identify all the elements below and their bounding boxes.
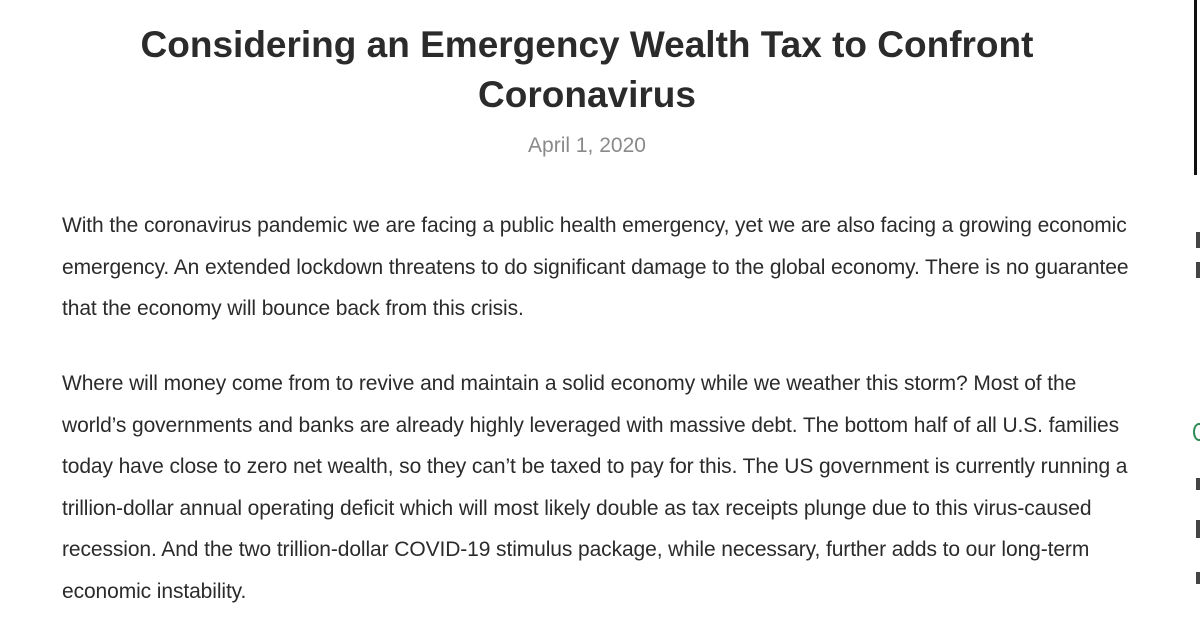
article-paragraph: Where will money come from to revive and maintain a solid economy while we weather this storm? Most of the world’s governments and banks are already highly leveraged with massive debt. The bottom half of all U.S. families today have close to zero net wealth, so they can’t be taxed to pay for this. The US government is currently running a trillion-dollar annual operating deficit which will most likely double as tax receipts plunge due to this virus-caused recession. And the two trillion-dollar COVID-19 stimulus package, while necessary, further adds to our long-term economic instability. xyxy=(62,372,1128,603)
sidebar-divider xyxy=(1194,0,1197,175)
sidebar-fragment xyxy=(1196,478,1200,490)
status-dot-icon xyxy=(1193,423,1200,441)
sidebar-fragment xyxy=(1196,520,1200,538)
article-title: Considering an Emergency Wealth Tax to Confront Coronavirus xyxy=(140,24,1034,115)
sidebar-fragment xyxy=(1196,572,1200,584)
sidebar-fragment xyxy=(1196,262,1200,278)
article-date: April 1, 2020 xyxy=(528,134,646,157)
article-paragraph: With the coronavirus pandemic we are facing a public health emergency, yet we are also facing a growing economic emergency. An extended lockdown threatens to do significant damage to the global economy. There is no guarantee that the economy will bounce back from this crisis. xyxy=(62,214,1129,320)
sidebar-fragment xyxy=(1196,232,1200,248)
